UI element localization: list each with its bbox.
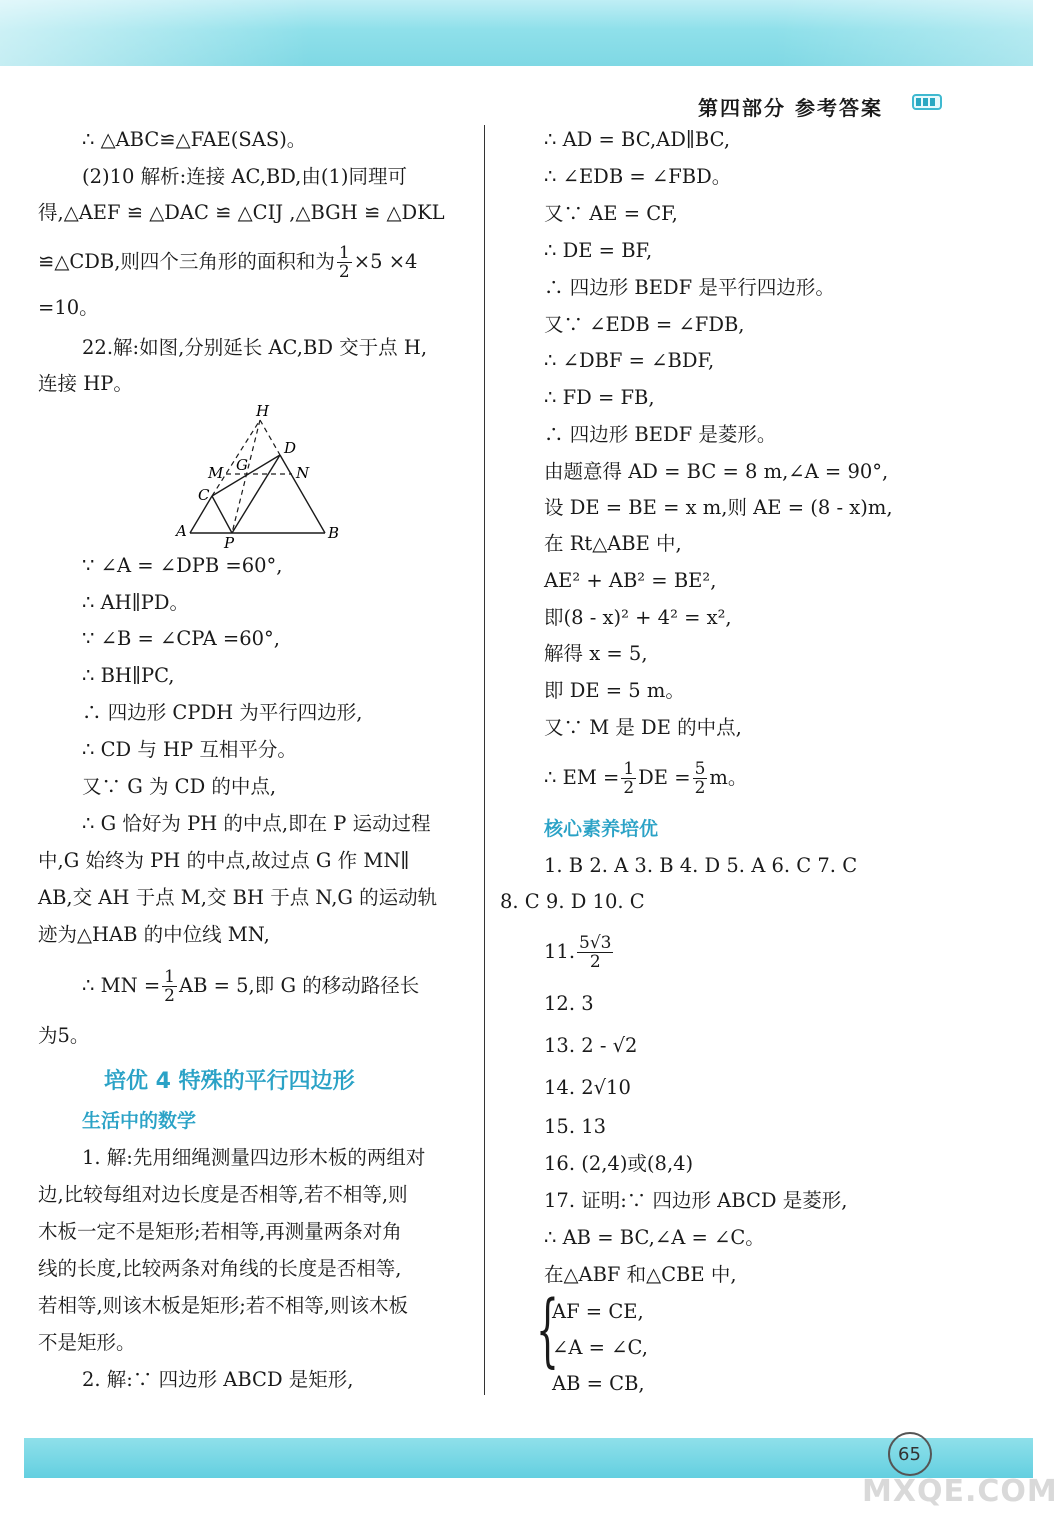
point-label: M <box>208 464 224 482</box>
text-line: 1. 解:先用细绳测量四边形木板的两组对 <box>82 1146 426 1169</box>
text-line: 16. (2,4)或(8,4) <box>544 1152 694 1175</box>
text-line: 为5。 <box>38 1024 90 1047</box>
text-segment: ≌△CDB,则四个三角形的面积和为 <box>38 250 335 273</box>
text-segment: ∴ EM = <box>544 766 620 789</box>
fraction <box>577 934 613 971</box>
text-line: 又∵ M 是 DE 的中点, <box>544 716 742 739</box>
fraction <box>693 760 708 797</box>
text-segment: ×5 ×4 <box>353 250 418 273</box>
text-line: 22.解:如图,分别延长 AC,BD 交于点 H, <box>82 336 428 359</box>
text-line: 1. B 2. A 3. B 4. D 5. A 6. C 7. C <box>544 854 858 877</box>
fraction <box>337 244 352 281</box>
text-segment: AB = 5,即 G 的移动路径长 <box>179 974 420 997</box>
text-line: 解得 x = 5, <box>544 642 648 665</box>
text-line: 迹为△HAB 的中位线 MN, <box>38 923 270 946</box>
text-line: 又∵ AE = CF, <box>544 202 678 225</box>
text-line: AB,交 AH 于点 M,交 BH 于点 N,G 的运动轨 <box>38 886 438 909</box>
text-segment: ∴ MN = <box>82 974 161 997</box>
text-line: 设 DE = BE = x m,则 AE = (8 - x)m, <box>544 496 893 519</box>
text-line: ∴ 四边形 BEDF 是菱形。 <box>544 423 777 446</box>
text-line: AF = CE, <box>552 1300 644 1323</box>
numerator: 1 <box>338 243 350 263</box>
text-line: 17. 证明:∵ 四边形 ABCD 是菱形, <box>544 1189 848 1212</box>
subsection-heading: 核心素养培优 <box>544 818 659 840</box>
fraction <box>162 968 177 1005</box>
top-decorative-band <box>0 0 1033 66</box>
text-line: ∵ ∠B = ∠CPA =60°, <box>82 627 280 650</box>
text-line: ∵ ∠A = ∠DPB =60°, <box>82 554 283 577</box>
point-label: D <box>284 439 297 457</box>
text-line: 即(8 - x)² + 4² = x², <box>544 606 732 629</box>
text-line <box>544 760 747 797</box>
text-line: AE² + AB² = BE², <box>544 569 717 592</box>
text-line: 14. 2√10 <box>544 1076 631 1099</box>
text-line: ∴ △ABC≌△FAE(SAS)。 <box>82 128 307 151</box>
numerator: 1 <box>623 759 635 779</box>
text-line: 由题意得 AD = BC = 8 m,∠A = 90°, <box>544 460 889 483</box>
text-line: 又∵ G 为 CD 的中点, <box>82 775 277 798</box>
point-label: H <box>256 402 270 420</box>
segment-hd-dashed <box>260 420 280 455</box>
denominator: 2 <box>338 262 350 282</box>
text-line: ∴ AD = BC,AD∥BC, <box>544 128 731 151</box>
running-header: 第四部分 参考答案 <box>698 96 883 120</box>
point-label: P <box>224 534 235 552</box>
point-label: C <box>198 486 210 504</box>
text-line: ∴ 四边形 CPDH 为平行四边形, <box>82 701 363 724</box>
denominator: 2 <box>164 986 175 1006</box>
numerator: 1 <box>164 967 175 987</box>
text-line <box>82 968 419 1005</box>
numerator: 5√3 <box>579 933 612 953</box>
point-label: N <box>296 464 310 482</box>
numerator: 5 <box>694 759 706 779</box>
denominator: 2 <box>589 952 601 972</box>
denominator: 2 <box>623 778 635 798</box>
text-line: 中,G 始终为 PH 的中点,故过点 G 作 MN∥ <box>38 849 410 872</box>
text-segment: 11. <box>544 940 576 963</box>
text-line: ∴ G 恰好为 PH 的中点,即在 P 运动过程 <box>82 812 431 835</box>
text-segment: m。 <box>709 766 748 789</box>
geometry-diagram <box>160 398 360 552</box>
text-line: 不是矩形。 <box>38 1331 136 1354</box>
text-line: 15. 13 <box>544 1115 607 1138</box>
text-line: 连接 HP。 <box>38 372 133 395</box>
text-line: ∴ 四边形 BEDF 是平行四边形。 <box>544 276 835 299</box>
page-number: 65 <box>898 1444 921 1465</box>
text-line: AB = CB, <box>552 1372 645 1395</box>
text-line: 边,比较每组对边长度是否相等,若不相等,则 <box>38 1183 408 1206</box>
text-line: 2. 解:∵ 四边形 ABCD 是矩形, <box>82 1368 354 1391</box>
segment-hp-dashed <box>232 420 260 533</box>
column-divider <box>484 125 485 1395</box>
text-line: 12. 3 <box>544 992 594 1015</box>
text-line: 13. 2 - √2 <box>544 1034 638 1057</box>
segment-cp <box>212 496 232 533</box>
left-brace: { <box>536 1283 559 1376</box>
point-label: G <box>236 456 248 474</box>
text-line: 在△ABF 和△CBE 中, <box>544 1263 737 1286</box>
text-segment: DE = <box>638 766 691 789</box>
text-line: 若相等,则该木板是矩形;若不相等,则该木板 <box>38 1294 408 1317</box>
text-line: ∴ ∠DBF = ∠BDF, <box>544 349 715 372</box>
point-label: B <box>328 524 340 542</box>
point-label: A <box>176 522 187 540</box>
text-line <box>38 244 417 281</box>
text-line <box>544 934 615 971</box>
text-line: ∴ AH∥PD。 <box>82 591 189 614</box>
text-line: ∴ DE = BF, <box>544 239 653 262</box>
text-line: 8. C 9. D 10. C <box>500 890 645 913</box>
text-line: ∴ CD 与 HP 互相平分。 <box>82 738 297 761</box>
text-line: ∴ BH∥PC, <box>82 664 175 687</box>
text-line: 得,△AEF ≌ △DAC ≌ △CIJ ,△BGH ≌ △DKL <box>38 201 445 224</box>
text-line: 即 DE = 5 m。 <box>544 679 685 702</box>
text-line: ∴ AB = BC,∠A = ∠C。 <box>544 1226 765 1249</box>
text-line: 线的长度,比较两条对角线的长度是否相等, <box>38 1257 402 1280</box>
battery-icon <box>912 94 942 110</box>
text-line: ∴ FD = FB, <box>544 386 655 409</box>
subsection-heading: 生活中的数学 <box>82 1110 197 1132</box>
text-line: (2)10 解析:连接 AC,BD,由(1)同理可 <box>82 165 407 188</box>
text-line: ∴ ∠EDB = ∠FBD。 <box>544 165 732 188</box>
denominator: 2 <box>694 778 706 798</box>
bottom-decorative-band <box>24 1438 1033 1478</box>
section-heading: 培优 4 特殊的平行四边形 <box>104 1069 355 1094</box>
text-line: ∠A = ∠C, <box>552 1336 648 1359</box>
watermark: MXQE.COM <box>862 1474 1058 1509</box>
text-line: 又∵ ∠EDB = ∠FDB, <box>544 313 745 336</box>
text-line: 木板一定不是矩形;若相等,再测量两条对角 <box>38 1220 402 1243</box>
fraction <box>621 760 636 797</box>
text-line: 在 Rt△ABE 中, <box>544 532 682 555</box>
text-line: =10。 <box>38 296 99 319</box>
